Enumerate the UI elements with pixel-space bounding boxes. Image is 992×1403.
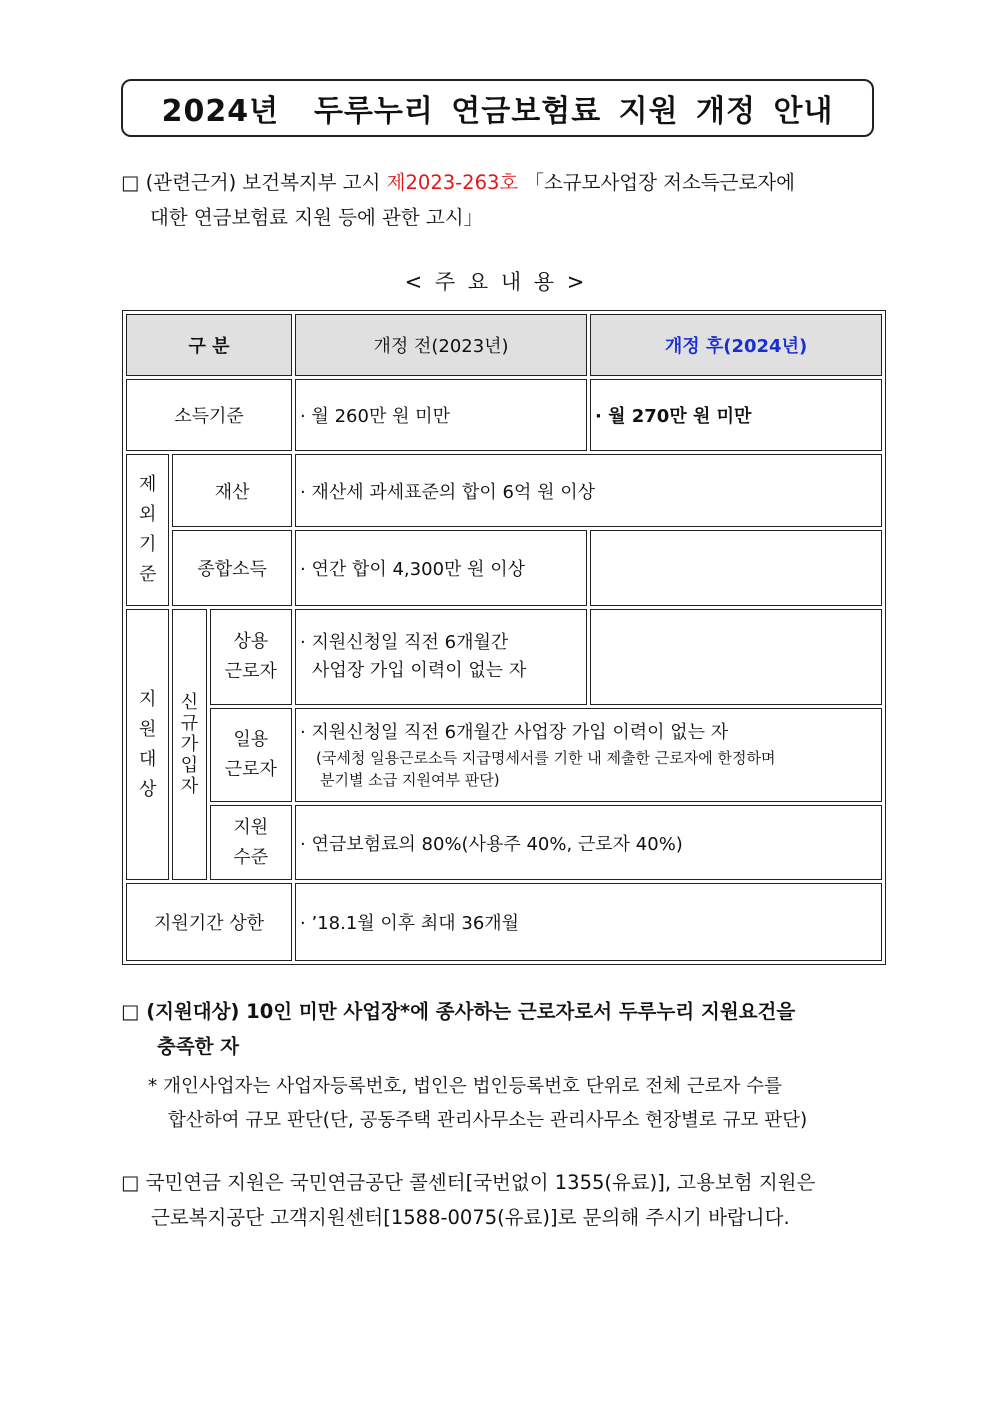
title-box <box>121 79 874 137</box>
scale-note-line2: 합산하여 규모 판단(단, 공동주택 관리사무소는 관리사무소 현장별로 규모 판단) <box>168 1110 808 1131</box>
support-target-line1: □ (지원대상) 10인 미만 사업장*에 종사하는 근로자로서 두루누리 지원요건을 <box>121 1000 796 1023</box>
support-level-value: · 연금보험료의 80%(사용주 40%, 근로자 40%) <box>295 805 882 880</box>
basis-line1-rest: 「소규모사업장 저소득근로자에 <box>524 171 796 194</box>
property-value: · 재산세 과세표준의 합이 6억 원 이상 <box>295 454 882 527</box>
section-subtitle: < 주 요 내 용 > <box>404 270 588 294</box>
comprehensive-income-after <box>590 530 882 606</box>
income-after: · 월 270만 원 미만 <box>590 379 882 451</box>
daily-worker-label: 일용 근로자 <box>210 708 293 802</box>
header-before: 개정 전(2023년) <box>295 314 587 376</box>
main-table <box>122 310 886 965</box>
header-category: 구 분 <box>126 314 292 376</box>
basis-line2: 대한 연금보험료 지원 등에 관한 고시」 <box>150 206 484 229</box>
contact-line1: □ 국민연금 지원은 국민연금공단 콜센터[국번없이 1355(유료)], 고용보험 지원은 <box>121 1171 816 1194</box>
income-label: 소득기준 <box>126 379 292 451</box>
regular-worker-after <box>590 609 882 705</box>
support-period-value: · ’18.1월 이후 최대 36개월 <box>295 883 882 961</box>
comprehensive-income-label: 종합소득 <box>172 530 292 606</box>
regular-worker-value-line1: · 지원신청일 직전 6개월간 <box>300 632 509 653</box>
scale-note-line1: * 개인사업자는 사업자등록번호, 법인은 법인등록번호 단위로 전체 근로자 수를 <box>148 1076 783 1097</box>
regular-worker-label: 상용 근로자 <box>210 609 293 705</box>
basis-paragraph <box>121 165 881 200</box>
new-member-label: 신 규 가 입 자 <box>172 609 206 880</box>
support-period-label: 지원기간 상한 <box>126 883 292 961</box>
basis-prefix: (관련근거) 보건복지부 고시 <box>145 171 387 194</box>
daily-worker-value-line1: · 지원신청일 직전 6개월간 사업장 가입 이력이 없는 자 <box>300 722 729 743</box>
support-level-label: 지원 수준 <box>210 805 293 880</box>
daily-worker-value <box>295 708 882 802</box>
header-after: 개정 후(2024년) <box>590 314 882 376</box>
basis-notice-number: 제2023-263호 <box>386 171 519 194</box>
page-title: 2024년 두루누리 연금보험료 지원 개정 안내 <box>161 94 834 129</box>
regular-worker-value-line2: 사업장 가입 이력이 없는 자 <box>312 660 527 681</box>
contact-line2: 근로복지공단 고객지원센터[1588-0075(유료)]로 문의해 주시기 바랍니다. <box>151 1206 790 1229</box>
support-target-label: 지 원 대 상 <box>126 609 169 880</box>
daily-worker-note-line1: (국세청 일용근로소득 지급명세서를 기한 내 제출한 근로자에 한정하며 <box>316 749 776 767</box>
regular-worker-value <box>295 609 587 705</box>
daily-worker-note-line2: 분기별 소급 지원여부 판단) <box>320 771 500 789</box>
support-target-line2: 충족한 자 <box>157 1035 240 1058</box>
property-label: 재산 <box>172 454 292 527</box>
comprehensive-income-value: · 연간 합이 4,300만 원 이상 <box>295 530 587 606</box>
income-before: · 월 260만 원 미만 <box>295 379 587 451</box>
exclusion-label: 제 외 기 준 <box>126 454 169 606</box>
basis-bullet: □ <box>121 171 140 194</box>
